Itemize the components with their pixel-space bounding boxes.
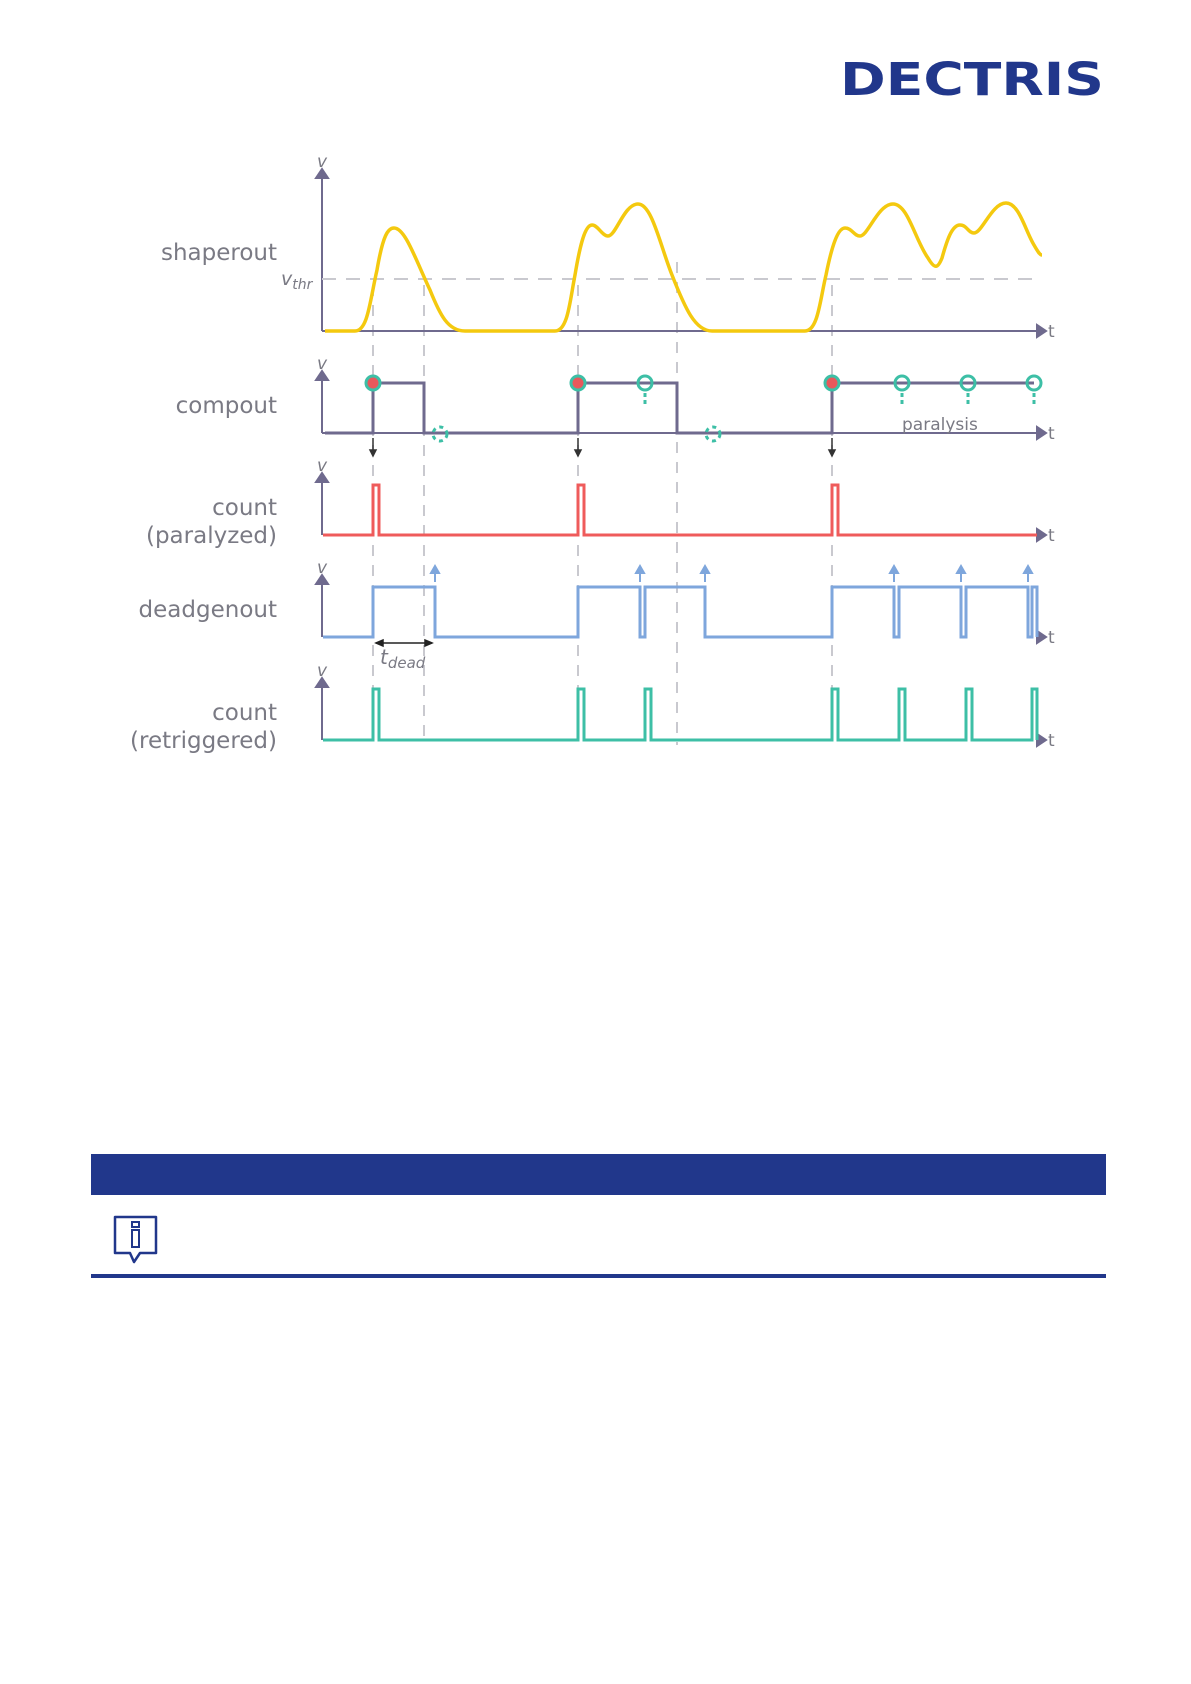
deadgenout-waveform	[323, 587, 1037, 637]
x-axis-arrow-icon	[1037, 427, 1046, 439]
up-arrow-icon	[1024, 566, 1032, 573]
trigger-marker	[366, 376, 380, 390]
threshold-label: $v_{thr}$	[281, 268, 313, 293]
x-axis-label: t	[1048, 526, 1055, 546]
axes	[316, 169, 1046, 746]
timing-diagram	[0, 0, 1191, 780]
y-axis-label: v	[317, 456, 328, 476]
trigger-marker	[825, 376, 839, 390]
y-axis-label: v	[317, 558, 328, 578]
y-axis-label: v	[317, 661, 328, 681]
row-label-compout: compout	[175, 393, 277, 419]
x-axis-label: t	[1048, 322, 1055, 342]
x-axis-label: t	[1048, 424, 1055, 444]
up-arrow-icon	[890, 566, 898, 573]
svg-text:DECTRIS: DECTRIS	[840, 58, 1104, 100]
info-box-header	[91, 1154, 1106, 1195]
x-axis-arrow-icon	[1037, 325, 1046, 337]
up-arrow-icon	[636, 566, 644, 573]
row-label-count: count	[212, 495, 277, 521]
time-guide-lines	[373, 262, 832, 745]
row-label-paralyzed: (paralyzed)	[145, 523, 277, 549]
down-arrow-icon	[829, 450, 835, 456]
row-label-count: count	[212, 700, 277, 726]
trigger-marker	[571, 376, 585, 390]
row-label-retriggered: (retriggered)	[130, 728, 277, 754]
paralysis-label: paralysis	[902, 415, 978, 435]
info-box-rule	[91, 1274, 1106, 1278]
down-arrow-icon	[370, 450, 376, 456]
deadgen-retrigger-arrows	[431, 566, 1032, 582]
up-arrow-icon	[431, 566, 439, 573]
x-axis-label: t	[1048, 628, 1055, 648]
x-axis-label: t	[1048, 731, 1055, 751]
up-arrow-icon	[957, 566, 965, 573]
count-retriggered-waveform	[323, 689, 1037, 740]
y-axis-label: v	[317, 152, 328, 172]
info-icon	[113, 1215, 159, 1265]
dead-time-label: $t_{dead}$	[380, 645, 426, 672]
row-label-shaperout: shaperout	[160, 240, 277, 266]
down-arrow-icon	[575, 450, 581, 456]
right-arrow-icon	[425, 640, 432, 646]
count-paralyzed-waveform	[323, 485, 1037, 535]
row-label-deadgenout: deadgenout	[138, 597, 277, 623]
shaperout-waveform	[325, 203, 1042, 331]
x-axis-arrow-icon	[1037, 529, 1046, 541]
y-axis-label: v	[317, 354, 328, 374]
up-arrow-icon	[701, 566, 709, 573]
